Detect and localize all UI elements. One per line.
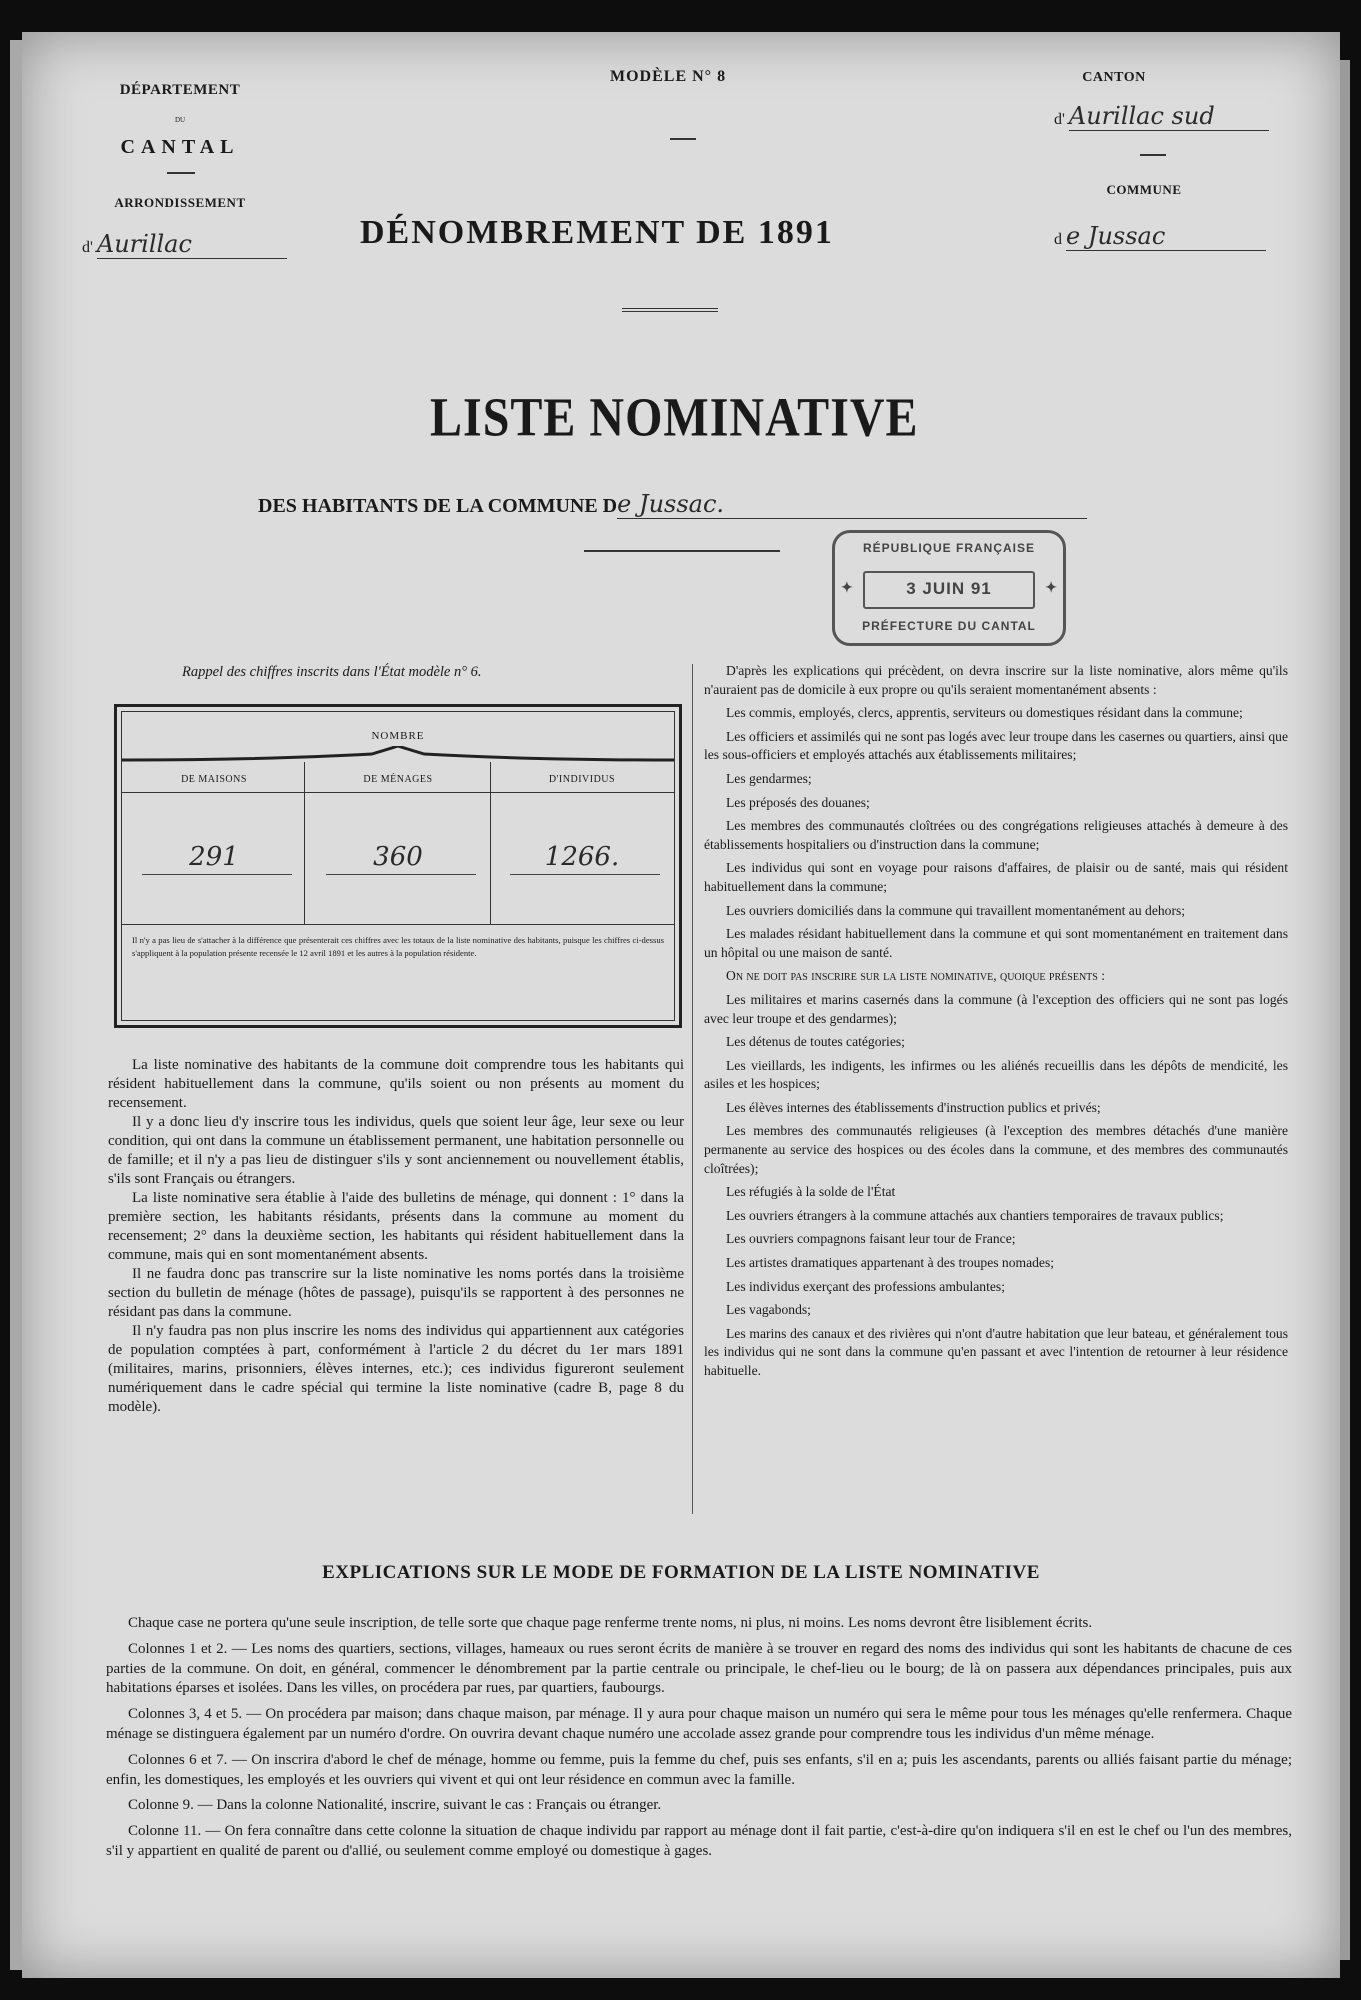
separator-rule [584, 550, 780, 552]
inscrire-item: Les officiers et assimilés qui ne sont pas logés avec leur troupe dans les casernes ou quartiers, ainsi que les sous-officiers et employés attachés aux établissements militaires; [704, 728, 1288, 763]
exclure-item: Les ouvriers compagnons faisant leur tour de France; [726, 1231, 1016, 1247]
column-divider [304, 762, 305, 925]
du-label: DU [174, 116, 186, 124]
canton-prefix: d' [1054, 111, 1065, 128]
stamp-date-box [863, 571, 1035, 609]
stamp-bottom-text: PRÉFECTURE DU CANTAL [862, 619, 1036, 633]
explication-paragraph: Chaque case ne portera qu'une seule inscription, de telle sorte que chaque page renferme trente noms, ni plus, ni moins. Les noms devront être lisiblement écrits. [128, 1615, 1093, 1631]
exclure-item: Les ouvriers étrangers à la commune attachés aux chantiers temporaires de travaux publics; [726, 1207, 1224, 1223]
explication-paragraph: Colonne 11. — On fera connaître dans cette colonne la situation de chaque individu par rapport au ménage dont il fait partie, c'est-à-dire qu'on indiquera s'il en est le chef ou l'un des membres, s'il y appartient en qualité de parent ou d'allié, ou seulement comme employé ou domestique à gages. [106, 1823, 1292, 1859]
inscrire-item: Les préposés des douanes; [726, 794, 870, 810]
explications-title: EXPLICATIONS SUR LE MODE DE FORMATION DE LA LISTE NOMINATIVE [322, 1562, 1040, 1583]
exclure-item: Les réfugiés à la solde de l'État [726, 1184, 896, 1200]
value-menages: 360 [373, 842, 423, 872]
stamp-date: 3 JUIN 91 [906, 579, 992, 598]
exclure-item: Les marins des canaux et des rivières qui n'ont d'autre habitation que leur bateau, et généralement tous les individus qui ne sont dans la commune qu'en passant et avec l'intention de retourner à leur résidence habituelle. [704, 1325, 1288, 1378]
nombre-heading: NOMBRE [371, 730, 425, 742]
left-paragraph: La liste nominative sera établie à l'aide des bulletins de ménage, qui donnent : 1° dans la première section, les habitants résidants, présents dans la commune au moment du recensement; 2° dans la deuxième section, les habitants qui résident habituellement dans la commune, mais qui en sont momentanément absents. [108, 1190, 684, 1263]
census-page [22, 32, 1340, 1978]
explications-body [106, 1614, 1292, 1868]
liste-subtitle [258, 490, 1087, 519]
commune-label: COMMUNE [1106, 182, 1182, 197]
col-head-maisons: DE MAISONS [181, 774, 247, 785]
prefecture-stamp [832, 530, 1066, 646]
arrondissement-value: Aurillac [97, 230, 287, 259]
left-instructions [108, 1056, 684, 1417]
explication-paragraph: Colonnes 6 et 7. — On inscrira d'abord le chef de ménage, homme ou femme, puis la femme du chef, puis ses enfants, s'il en a; puis les ascendants, parents ou alliés faisant partie du ménage; enfin, les domestiques, les employés et les ouvriers qui vivent et qui ont leur résidence en commun avec la famille. [106, 1751, 1292, 1788]
column-divider [490, 762, 491, 925]
commune-field [1054, 222, 1304, 251]
exclure-item: Les élèves internes des établissements d'instruction publics et privés; [726, 1099, 1101, 1115]
value-maisons: 291 [189, 842, 239, 872]
exclure-item: Les individus exerçant des professions ambulantes; [726, 1278, 1005, 1294]
exclure-item: Les artistes dramatiques appartenant à des troupes nomades; [726, 1255, 1055, 1271]
rappel-table [114, 704, 682, 1028]
note-divider [122, 924, 674, 925]
ne-doit-pas-heading: On ne doit pas inscrire sur la liste nominative, quoique présents : [726, 968, 1106, 984]
liste-subtitle-text: DES HABITANTS DE LA COMMUNE D [258, 495, 618, 517]
dash-rule [1140, 154, 1166, 156]
arrondissement-field [82, 230, 322, 259]
stamp-star-right: ✦ [1045, 579, 1057, 595]
stamp-star-left: ✦ [841, 579, 853, 595]
column-divider [692, 664, 693, 1514]
left-paragraph: Il ne faudra donc pas transcrire sur la liste nominative les noms portés dans la troisième section du bulletin de ménage (hôtes de passage), puisqu'ils se rapportent à des personnes ne résidant pas dans la commune. [108, 1266, 684, 1320]
right-instructions [704, 662, 1288, 1386]
exclure-item: Les militaires et marins casernés dans la commune (à l'exception des officiers qui ne sont pas logés avec leur troupe et des gendarmes); [704, 991, 1288, 1026]
left-paragraph: Il n'y faudra pas non plus inscrire les noms des individus qui appartiennent aux catégories de population comptées à part, conformément à l'article 2 du décret du 1er mars 1891 (militaires, marins, prisonniers, élèves internes, etc.); ces individus figureront seulement numériquement dans le cadre spécial qui termine la liste nominative (cadre B, page 8 du modèle). [108, 1323, 684, 1415]
inscrire-item: Les ouvriers domiciliés dans la commune qui travaillent momentanément au dehors; [726, 902, 1186, 918]
commune-prefix: d [1054, 231, 1062, 248]
brace-ornament [122, 746, 674, 766]
commune-value: e Jussac [1066, 222, 1266, 251]
inscrire-item: Les membres des communautés cloîtrées ou des congrégations religieuses attachés à demeure à des établissements hospitaliers ou d'instruction dans la commune; [704, 818, 1288, 852]
value-underline [326, 874, 476, 875]
exclure-item: Les vieillards, les indigents, les infirmes ou les aliénés recueillis dans les dépôts de mendicité, les asiles et les hospices; [704, 1057, 1288, 1092]
col-head-menages: DE MÉNAGES [363, 774, 433, 785]
canton-label: CANTON [1082, 70, 1146, 85]
departement-label: DÉPARTEMENT [119, 82, 241, 98]
left-paragraph: Il y a donc lieu d'y inscrire tous les individus, quels que soient leur âge, leur sexe ou leur condition, qui ont dans la commune un établissement permanent, une habitation personnelle ou de famille; et il n'y a pas lieu de distinguer s'ils y sont anciennement ou nouvellement établis, s'ils sont Français ou étrangers. [108, 1114, 684, 1187]
value-underline [510, 874, 660, 875]
rappel-table-inner [121, 711, 675, 1021]
value-underline [142, 874, 292, 875]
inscrire-item: Les commis, employés, clercs, apprentis, serviteurs ou domestiques résidant dans la commune; [726, 705, 1243, 721]
inscrire-item: Les individus qui sont en voyage pour raisons d'affaires, de plaisir ou de santé, mais qui résident habituellement dans la commune; [704, 860, 1288, 894]
canton-field [1054, 102, 1304, 131]
modele-number: MODÈLE N° 8 [610, 68, 727, 85]
rappel-caption: Rappel des chiffres inscrits dans l'État modèle n° 6. [182, 664, 482, 680]
arrondissement-prefix: d' [82, 239, 93, 256]
stamp-top-text: RÉPUBLIQUE FRANÇAISE [862, 541, 1035, 555]
liste-title: LISTE NOMINATIVE [430, 387, 919, 448]
canton-value: Aurillac sud [1069, 102, 1269, 131]
left-paragraph: La liste nominative des habitants de la commune doit comprendre tous les habitants qui résident habituellement dans la commune, qu'ils soient ou non présents au moment du recensement. [108, 1057, 684, 1111]
col-head-individus: D'INDIVIDUS [548, 774, 616, 785]
exclure-item: Les membres des communautés religieuses (à l'exception des membres détachés d'une manière permanente au service des hospices ou des écoles dans la commune, et des membres des communautés cloîtrées); [704, 1123, 1288, 1176]
exclure-item: Les détenus de toutes catégories; [726, 1034, 905, 1050]
liste-commune-value: e Jussac. [617, 490, 1087, 519]
explication-paragraph: Colonne 9. — Dans la colonne Nationalité, inscrire, suivant le cas : Français ou étranger. [128, 1797, 662, 1814]
inscrire-item: Les malades résidant habituellement dans la commune et qui sont momentanément en traitement dans un hôpital ou une maison de santé. [704, 926, 1288, 960]
right-intro: D'après les explications qui précèdent, on devra inscrire sur la liste nominative, alors même qu'ils n'auraient pas de domicile à eux propre ou qu'ils seraient momentanément absents : [704, 663, 1288, 697]
value-individus: 1266. [544, 842, 620, 872]
arrondissement-label: ARRONDISSEMENT [114, 195, 246, 210]
header-divider [122, 792, 674, 793]
inscrire-item: Les gendarmes; [726, 770, 812, 786]
page-title: DÉNOMBREMENT DE 1891 [360, 214, 834, 251]
dash-rule [167, 172, 195, 174]
rappel-note: Il n'y a pas lieu de s'attacher à la différence que présenterait ces chiffres avec les totaux de la liste nominative des habitants, puisque les chiffres ci-dessus s'appliquent à la population présente recensée le 12 avril 1891 et les autres à la population résidente. [132, 935, 664, 958]
double-rule [622, 308, 718, 312]
exclure-item: Les vagabonds; [726, 1302, 811, 1318]
dash-rule [670, 138, 696, 140]
departement-name: CANTAL [120, 136, 240, 158]
explication-paragraph: Colonnes 1 et 2. — Les noms des quartiers, sections, villages, hameaux ou rues seront écrits de manière à se trouver en regard des noms des individus qui sont les habitants de chacune de ces parties de la commune. On doit, en général, commencer le dénombrement par la partie centrale ou principale, le chef-lieu ou le bourg; de là on passera aux dépendances principales, puis aux habitations éparses et isolées. Dans les villes, on procédera par rues, par quartiers, faubourgs. [106, 1640, 1292, 1697]
explication-paragraph: Colonnes 3, 4 et 5. — On procédera par maison; dans chaque maison, par ménage. Il y aura pour chaque maison un numéro qui sera le même pour tous les ménages qu'elle renfermera. Chaque ménage se distinguera également par un numéro d'ordre. On ouvrira devant chaque numéro une accolade assez grande pour comprendre tous les individus d'un même ménage. [106, 1706, 1292, 1742]
